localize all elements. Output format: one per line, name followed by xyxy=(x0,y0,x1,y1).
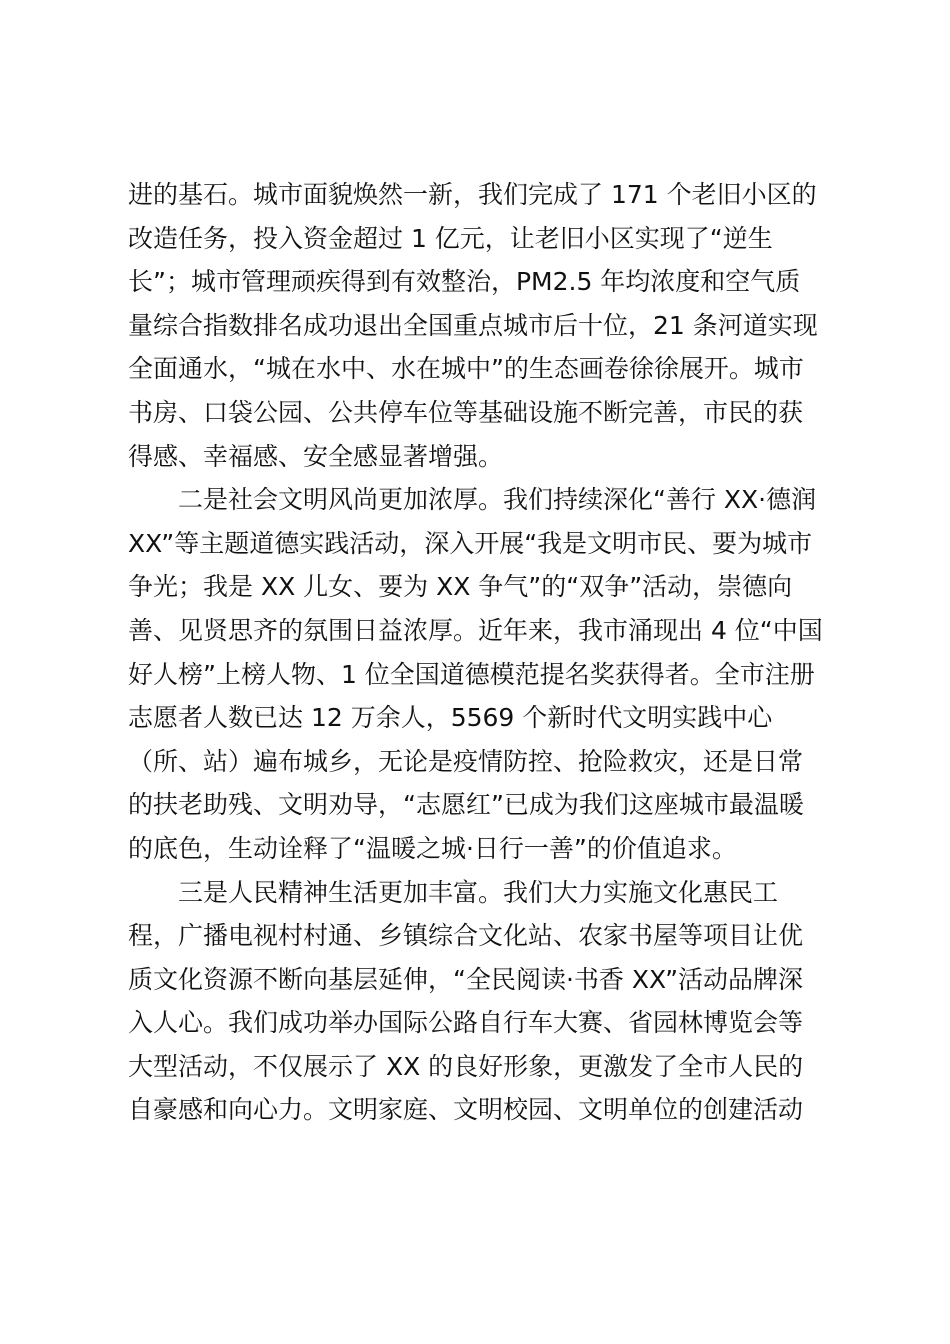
text-line-first: 三是人民精神生活更加丰富。我们大力实施文化惠民工 xyxy=(178,877,779,907)
text-line: 的扶老助残、文明劝导，“志愿红”已成为我们这座城市最温暖 xyxy=(128,790,804,820)
text-line: 好人榜”上榜人物、1 位全国道德模范提名奖获得者。全市注册 xyxy=(128,659,815,689)
text-line: 量综合指数排名成功退出全国重点城市后十位，21 条河道实现 xyxy=(128,310,818,340)
paragraph-spiritual-life xyxy=(128,871,828,1133)
text-line: 大型活动，不仅展示了 XX 的良好形象，更激发了全市人民的 xyxy=(128,1051,804,1081)
text-line: 自豪感和向心力。文明家庭、文明校园、文明单位的创建活动 xyxy=(128,1095,804,1125)
text-line: 全面通水，“城在水中、水在城中”的生态画卷徐徐展开。城市 xyxy=(128,354,804,384)
text-line: 质文化资源不断向基层延伸，“全民阅读·书香 XX”活动品牌深 xyxy=(128,964,804,994)
text-line: 得感、幸福感、安全感显著增强。 xyxy=(128,441,504,471)
text-line: 争光；我是 XX 儿女、要为 XX 争气”的“双争”活动，崇德向 xyxy=(128,572,793,602)
text-line: 志愿者人数已达 12 万余人，5569 个新时代文明实践中心 xyxy=(128,703,773,733)
text-line-first: 二是社会文明风尚更加浓厚。我们持续深化“善行 XX·德润 xyxy=(178,485,817,515)
text-line: 长”；城市管理顽疾得到有效整治，PM2.5 年均浓度和空气质 xyxy=(128,267,801,297)
text-line: 的底色，生动诠释了“温暖之城·日行一善”的价值追求。 xyxy=(128,833,737,863)
text-line: XX”等主题道德实践活动，深入开展“我是文明市民、要为城市 xyxy=(128,528,813,558)
paragraph-city-appearance xyxy=(128,173,828,478)
text-line: （所、站）遍布城乡，无论是疫情防控、抢险救灾，还是日常 xyxy=(128,746,804,776)
text-line: 书房、口袋公园、公共停车位等基础设施不断完善，市民的获 xyxy=(128,397,804,427)
body-text xyxy=(128,173,828,1132)
text-line: 进的基石。城市面貌焕然一新，我们完成了 171 个老旧小区的 xyxy=(128,180,817,209)
text-line: 入人心。我们成功举办国际公路自行车大赛、省园林博览会等 xyxy=(128,1008,804,1038)
text-line: 程，广播电视村村通、乡镇综合文化站、农家书屋等项目让优 xyxy=(128,921,804,951)
text-line: 改造任务，投入资金超过 1 亿元，让老旧小区实现了“逆生 xyxy=(128,223,773,253)
paragraph-social-civilization xyxy=(128,478,828,870)
text-line: 善、见贤思齐的氛围日益浓厚。近年来，我市涌现出 4 位“中国 xyxy=(128,615,823,645)
